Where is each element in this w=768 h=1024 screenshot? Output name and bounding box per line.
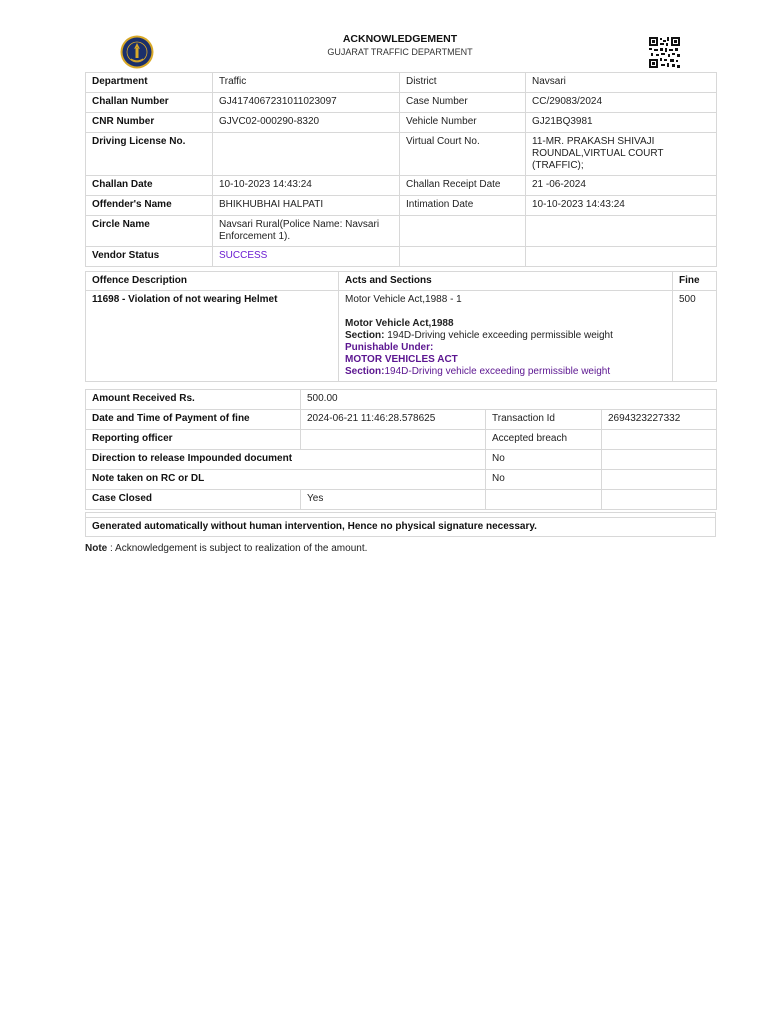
amount-value: 500.00	[301, 390, 717, 410]
challan-date-label: Challan Date	[86, 176, 213, 196]
table-row	[86, 272, 717, 291]
generated-notice: Generated automatically without human intervention, Hence no physical signature necessary.	[86, 518, 716, 537]
section2-label: Section:	[345, 366, 385, 377]
note-label: Note	[85, 543, 108, 554]
offence-description-header: Offence Description	[86, 272, 339, 291]
challan-number-label: Challan Number	[86, 93, 213, 113]
virtual-court-label: Virtual Court No.	[400, 133, 526, 176]
district-value: Navsari	[526, 73, 717, 93]
vehicle-label: Vehicle Number	[400, 113, 526, 133]
offender-value: BHIKHUBHAI HALPATI	[213, 196, 400, 216]
generated-notice-table	[85, 512, 716, 537]
challan-info-table	[85, 72, 717, 267]
qr-code-icon	[649, 37, 680, 68]
table-row	[86, 470, 717, 490]
case-number-label: Case Number	[400, 93, 526, 113]
table-row	[86, 410, 717, 430]
empty-cell	[400, 216, 526, 247]
section-label: Section:	[345, 330, 385, 341]
acts-sections-value	[339, 291, 673, 382]
offence-description-value: 11698 - Violation of not wearing Helmet	[86, 291, 339, 382]
page-title: ACKNOWLEDGEMENT	[342, 33, 458, 45]
table-row	[86, 450, 717, 470]
act-line: Motor Vehicle Act,1988 - 1	[345, 294, 462, 305]
intimation-label: Intimation Date	[400, 196, 526, 216]
table-row	[86, 216, 717, 247]
district-label: District	[400, 73, 526, 93]
table-row	[86, 113, 717, 133]
table-row	[86, 291, 717, 382]
payment-datetime-value: 2024-06-21 11:46:28.578625	[301, 410, 486, 430]
transaction-id-label: Transaction Id	[486, 410, 602, 430]
amount-label: Amount Received Rs.	[86, 390, 301, 410]
cnr-label: CNR Number	[86, 113, 213, 133]
challan-date-value: 10-10-2023 14:43:24	[213, 176, 400, 196]
vendor-status-value: SUCCESS	[213, 247, 400, 267]
table-row	[86, 176, 717, 196]
receipt-date-value: 21 -06-2024	[526, 176, 717, 196]
table-row	[86, 430, 717, 450]
table-row	[86, 490, 717, 510]
receipt-date-label: Challan Receipt Date	[400, 176, 526, 196]
accepted-breach-value	[602, 430, 717, 450]
fine-header: Fine	[673, 272, 717, 291]
note-text: : Acknowledgement is subject to realization of the amount.	[107, 543, 368, 554]
note-rc-label: Note taken on RC or DL	[86, 470, 486, 490]
table-row	[86, 247, 717, 267]
section2-line	[345, 366, 666, 378]
empty-cell	[486, 490, 602, 510]
challan-number-value: GJ4174067231011023097	[213, 93, 400, 113]
document-header	[0, 0, 768, 72]
table-row	[86, 93, 717, 113]
table-row	[86, 518, 716, 537]
empty-cell	[602, 490, 717, 510]
act-title: Motor Vehicle Act,1988	[345, 318, 454, 329]
accepted-breach-label: Accepted breach	[486, 430, 602, 450]
driving-license-label: Driving License No.	[86, 133, 213, 176]
table-row	[86, 196, 717, 216]
direction-value: No	[486, 450, 602, 470]
table-row	[86, 390, 717, 410]
table-row	[86, 73, 717, 93]
intimation-value: 10-10-2023 14:43:24	[526, 196, 717, 216]
page-subtitle: GUJARAT TRAFFIC DEPARTMENT	[327, 47, 473, 57]
direction-label: Direction to release Impounded document	[86, 450, 486, 470]
note-rc-value: No	[486, 470, 602, 490]
circle-value: Navsari Rural(Police Name: Navsari Enforcement 1).	[213, 216, 400, 247]
empty-cell	[526, 216, 717, 247]
vendor-status-label: Vendor Status	[86, 247, 213, 267]
case-closed-label: Case Closed	[86, 490, 301, 510]
acts-sections-header: Acts and Sections	[339, 272, 673, 291]
empty-cell	[602, 450, 717, 470]
section2-text: 194D-Driving vehicle exceeding permissible weight	[384, 366, 611, 377]
case-number-value: CC/29083/2024	[526, 93, 717, 113]
vehicle-value: GJ21BQ3981	[526, 113, 717, 133]
section-text: 194D-Driving vehicle exceeding permissible weight	[384, 330, 613, 341]
virtual-court-value: 11-MR. PRAKASH SHIVAJI ROUNDAL,VIRTUAL COURT (TRAFFIC);	[526, 133, 717, 176]
punishable-act: MOTOR VEHICLES ACT	[345, 354, 458, 365]
offence-table	[85, 271, 717, 382]
fine-value: 500	[673, 291, 717, 382]
department-value: Traffic	[213, 73, 400, 93]
circle-label: Circle Name	[86, 216, 213, 247]
section-line	[345, 330, 666, 342]
case-closed-value: Yes	[301, 490, 486, 510]
transaction-id-value: 2694323227332	[602, 410, 717, 430]
reporting-officer-value	[301, 430, 486, 450]
reporting-officer-label: Reporting officer	[86, 430, 301, 450]
empty-cell	[602, 470, 717, 490]
empty-cell	[400, 247, 526, 267]
acknowledgement-note	[85, 543, 367, 554]
payment-datetime-label: Date and Time of Payment of fine	[86, 410, 301, 430]
cnr-value: GJVC02-000290-8320	[213, 113, 400, 133]
empty-cell	[526, 247, 717, 267]
department-label: Department	[86, 73, 213, 93]
offender-label: Offender's Name	[86, 196, 213, 216]
payment-table	[85, 389, 717, 510]
driving-license-value	[213, 133, 400, 176]
punishable-label: Punishable Under:	[345, 342, 434, 353]
table-row	[86, 133, 717, 176]
